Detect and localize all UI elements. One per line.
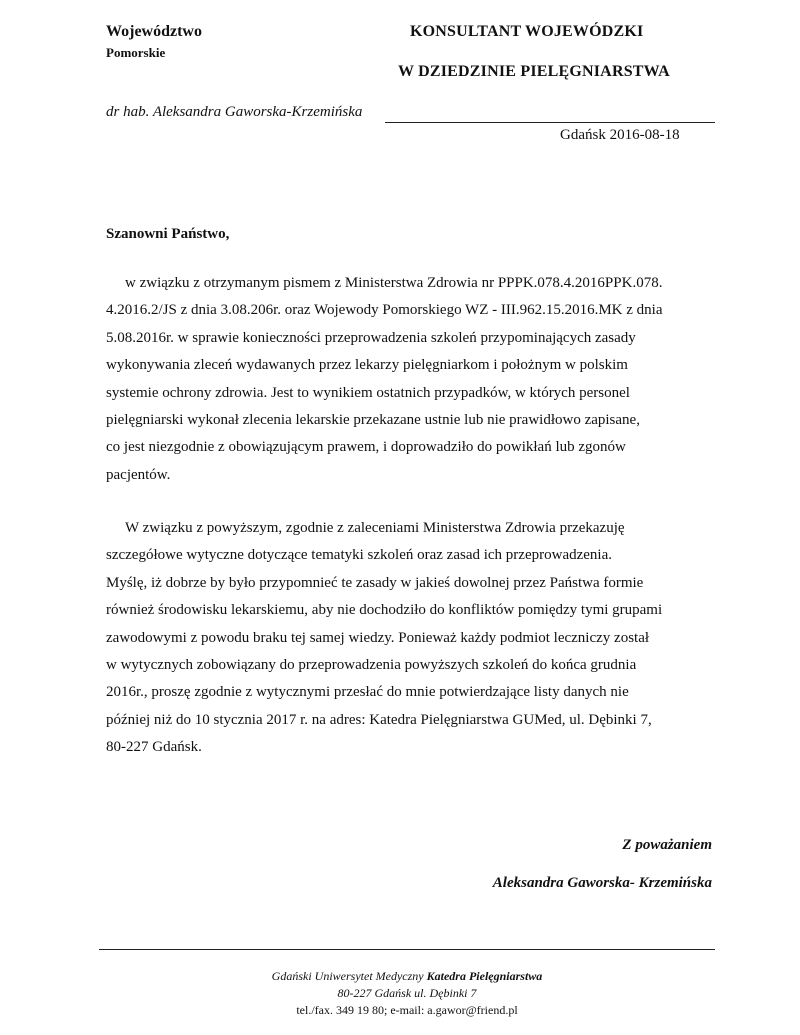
body-paragraph-2: [106, 515, 718, 762]
paragraph-line: Myślę, iż dobrze by było przypomnieć te zasady w jakieś dowolnej przez Państwa formie: [106, 574, 644, 591]
letter-date: Gdańsk 2016-08-18: [560, 127, 680, 143]
paragraph-line: wykonywania zleceń wydawanych przez lekarzy pielęgniarkom i położnym w polskim: [106, 357, 628, 374]
footer-divider: [99, 949, 715, 950]
footer-contact: tel./fax. 349 19 80; e-mail: a.gawor@friend.pl: [296, 1003, 518, 1017]
paragraph-line: W związku z powyższym, zgodnie z zaleceniami Ministerstwa Zdrowia przekazuję: [125, 520, 625, 536]
closing-phrase: Z poważaniem: [622, 837, 712, 853]
letterhead-title-line-1: KONSULTANT WOJEWÓDZKI: [410, 23, 644, 40]
paragraph-line: co jest niezgodnie z obowiązującym prawem, i doprowadziło do powikłań lub zgonów: [106, 439, 626, 456]
paragraph-line: 2016r., proszę zgodnie z wytycznymi przesłać do mnie potwierdzające listy danych nie: [106, 684, 629, 701]
paragraph-line: 4.2016.2/JS z dnia 3.08.206r. oraz Wojewody Pomorskiego WZ - III.962.15.2016.MK z dnia: [106, 302, 663, 319]
paragraph-line: w wytycznych zobowiązany do przeprowadzenia powyższych szkoleń do końca grudnia: [106, 656, 637, 673]
body-paragraph-1: [106, 270, 718, 489]
paragraph-line: 5.08.2016r. w sprawie konieczności przeprowadzenia szkoleń przypominających zasady: [106, 329, 636, 346]
signature-name: Aleksandra Gaworska- Krzemińska: [492, 875, 712, 891]
paragraph-line: 80-227 Gdańsk.: [106, 739, 202, 756]
greeting: Szanowni Państwo,: [106, 226, 230, 242]
region-name: Województwo: [106, 23, 202, 40]
paragraph-line: w związku z otrzymanym pismem z Ministerstwa Zdrowia nr PPPK.078.4.2016PPK.078.: [125, 275, 663, 291]
author-name: dr hab. Aleksandra Gaworska-Krzemińska: [106, 104, 363, 120]
letterhead-title-line-2: W DZIEDZINIE PIELĘGNIARSTWA: [398, 63, 670, 80]
paragraph-line: później niż do 10 stycznia 2017 r. na adres: Katedra Pielęgniarstwa GUMed, ul. Dębinki 7,: [106, 711, 652, 728]
paragraph-line: systemie ochrony zdrowia. Jest to wynikiem ostatnich przypadków, w których personel: [106, 384, 630, 401]
paragraph-line: pielęgniarski wykonał zlecenia lekarskie przekazane ustnie lub nie prawidłowo zapisane,: [106, 411, 640, 428]
footer-department: Katedra Pielęgniarstwa: [426, 969, 543, 983]
paragraph-line: również środowisku lekarskiemu, aby nie dochodziło do konfliktów pomiędzy tymi grupami: [106, 602, 663, 619]
footer-institution-line: [99, 968, 715, 985]
header-divider: [385, 122, 715, 123]
footer: [99, 968, 715, 1019]
region-subtitle: Pomorskie: [106, 45, 166, 60]
paragraph-line: pacjentów.: [106, 466, 171, 483]
footer-address: 80-227 Gdańsk ul. Dębinki 7: [337, 986, 477, 1000]
paragraph-line: zawodowymi z powodu braku tej samej wiedzy. Ponieważ każdy podmiot leczniczy został: [106, 629, 650, 646]
paragraph-line: szczegółowe wytyczne dotyczące tematyki szkoleń oraz zasad ich przeprowadzenia.: [106, 547, 612, 564]
footer-university: Gdański Uniwersytet Medyczny: [271, 969, 424, 983]
